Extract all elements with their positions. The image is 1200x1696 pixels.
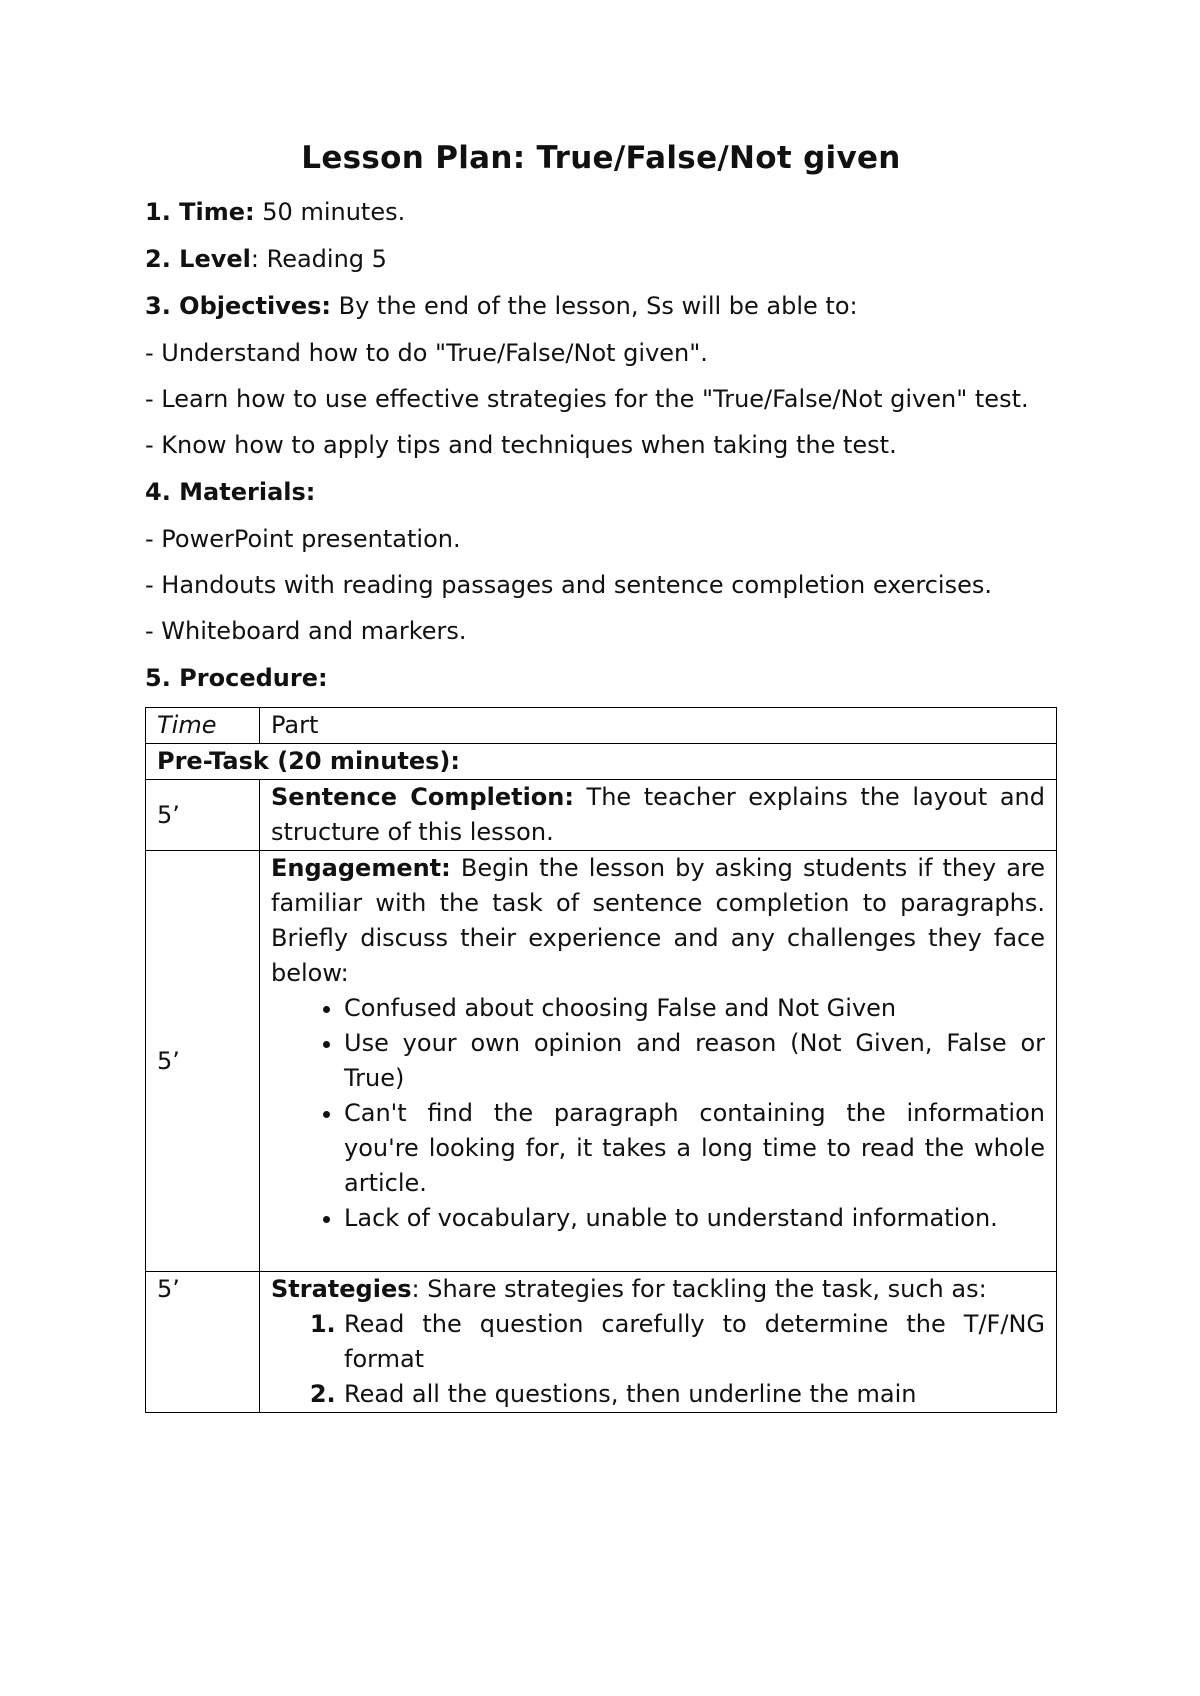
row-time: 5’ — [146, 1272, 260, 1413]
material-item: - PowerPoint presentation. — [145, 525, 461, 553]
row-heading: Sentence Completion: — [271, 783, 574, 811]
objectives-intro: By the end of the lesson, Ss will be able to: — [331, 292, 858, 320]
table-row — [146, 1272, 1057, 1413]
section-row — [146, 744, 1057, 780]
objective-item: - Know how to apply tips and techniques when taking the test. — [145, 431, 897, 459]
header-part: Part — [260, 708, 1057, 744]
list-item: 2. Read all the questions, then underline the main — [344, 1377, 1045, 1412]
objectives-label: 3. Objectives: — [145, 292, 331, 320]
row-part — [260, 1272, 1057, 1413]
procedure-label: 5. Procedure: — [145, 664, 328, 692]
table-row — [146, 780, 1057, 851]
row-time: 5’ — [146, 780, 260, 851]
document-page — [145, 140, 1057, 1413]
objective-item: - Understand how to do "True/False/Not given". — [145, 339, 708, 367]
table-header-row — [146, 708, 1057, 744]
list-item: • Use your own opinion and reason (Not Given, False or True) — [344, 1026, 1045, 1096]
header-time: Time — [146, 708, 260, 744]
procedure-table — [145, 707, 1057, 1413]
row-text: : Share strategies for tackling the task, such as: — [411, 1275, 987, 1303]
strategies-list — [271, 1307, 1045, 1412]
list-item: • Can't find the paragraph containing the information you're looking for, it takes a long time to read the whole article. — [344, 1096, 1045, 1201]
objective-item: - Learn how to use effective strategies for the "True/False/Not given" test. — [145, 385, 1029, 413]
table-row — [146, 851, 1057, 1272]
material-item: - Handouts with reading passages and sentence completion exercises. — [145, 571, 992, 599]
row-text: The teacher explains the layout and structure of this lesson. — [271, 783, 1045, 846]
list-item: • Confused about choosing False and Not Given — [344, 991, 1045, 1026]
list-item: 1. Read the question carefully to determine the T/F/NG format — [344, 1307, 1045, 1377]
row-heading: Strategies — [271, 1275, 412, 1303]
row-time: 5’ — [146, 851, 260, 1272]
list-item: • Lack of vocabulary, unable to understand information. — [344, 1201, 1045, 1236]
cell-spacer — [271, 1236, 1045, 1271]
time-line — [145, 196, 1057, 228]
level-label: 2. Level — [145, 245, 251, 273]
section-pre-task: Pre-Task (20 minutes): — [146, 744, 1057, 780]
level-line — [145, 243, 1057, 275]
row-description — [271, 780, 1045, 850]
material-item: - Whiteboard and markers. — [145, 617, 467, 645]
row-part — [260, 851, 1057, 1272]
row-description — [271, 1272, 1045, 1307]
row-description — [271, 851, 1045, 991]
row-text: Begin the lesson by asking students if they are familiar with the task of sentence completion to paragraphs. Briefly discuss their experience and any challenges they face below: — [271, 854, 1045, 987]
objectives-line — [145, 290, 1057, 322]
time-label: 1. Time: — [145, 198, 255, 226]
time-value: 50 minutes. — [254, 198, 406, 226]
materials-label: 4. Materials: — [145, 478, 316, 506]
row-part — [260, 780, 1057, 851]
document-title: Lesson Plan: True/False/Not given — [301, 140, 901, 176]
challenges-list — [271, 991, 1045, 1236]
level-value: : Reading 5 — [250, 245, 387, 273]
row-heading: Engagement: — [271, 854, 451, 882]
